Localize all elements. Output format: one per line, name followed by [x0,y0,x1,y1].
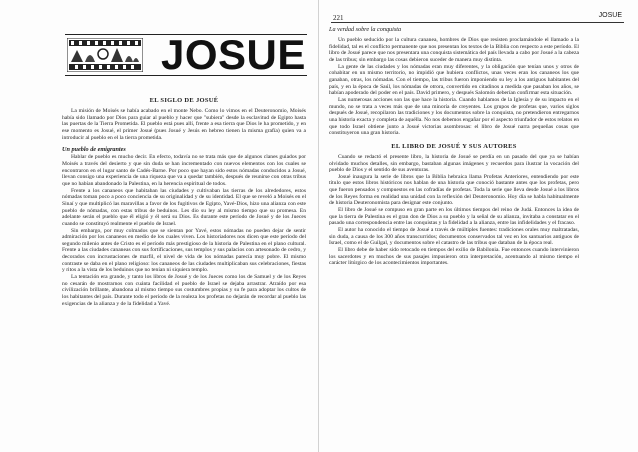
paragraph: El libro debe de haber sido retocado en tiempos del exilio de Babilonia. Fue entonces cuando intervinieron los sacerdotes y en muchos de sus pasajes impusieron otra interpretación, acentuando al mismo tiempo el carácter litúrgico de los acontecimientos importantes. [329,247,579,267]
paragraph: La gente de las ciudades y los nómadas eran muy diferentes, y la obligación que tenían unos y otros de cohabitar en un mismo territorio, no impidió que hubiera conflictos, unas veces eran los cananeos los que ganaban, otras, los nómadas. Con el tiempo, las tribus fueron imponiendo su ley a los antiguos habitantes del país, y en la época de Saúl, los nómadas de otrora, convertido en citadinos a medida que pasaban los años, se habían apoderado del poder en el país. David primero, y después Salomón deberían confirmar esta situación. [329,63,579,97]
paragraph: Frente a los cananeos que habitaban las ciudades y cultivaban las tierras de los alrededores, estos nómadas toman poco a poco conciencia de su originalidad y de su identidad. El que se reveló a Moisés en el Sinaí y que multiplicó las maravillas a favor de los fugitivos de Egipto, Yavé-Dios, hizo una alianza con este pueblo de nómadas, con estas tribus de beduinos. Les dio su ley al mismo tiempo que su promesa. En adelante serán el pueblo que él eligió y él será su Dios. Es durante este período de Josué y de los Jueces cuando se constituyó realmente el pueblo de Israel. [62,187,306,227]
intro-paragraph: La misión de Moisés se había acabado en el monte Nebo. Como lo vimos en el Deuteronomio, Moisés había sido llamado por Dios para guiar al pueblo y hacer que "subiera" desde la esclavitud de Egipto hasta las puertas de la Tierra Prometida. El pueblo está pues allí, frente a esa tierra que Dios le ha prometido, y en ese momento es Josué, el primer Josué (pues Josué y Jesús en hebreo tienen la misma grafía) quien va a introducir al pueblo en el la tierra prometida. [62,108,306,141]
paragraph: Josué inaugura la serie de libros que la Biblia hebraica llama Profetas Anteriores, entendiendo por este título que estos libros históricos nos hablan de una historia que conoció bastante antes que los profetas, pero que fueron pensados y compuestos en las cofradías de profetas. Toda la serie que lleva desde Josué a los libros de los Reyes forma en realidad una unidad con la reflexión del Deuteronomio. Hoy día se habla habitualmente de historia Deuteronomista para designar este conjunto. [329,173,579,207]
paragraph: Cuando se redactó el presente libro, la historia de Josué se perdía en un pasado del que ya se habían olvidado muchos detalles, sin embargo, bastaban algunas imágenes y recuerdos para ilustrar la vocación del pueblo de Dios y el sentido de sus aventuras. [329,153,579,174]
left-text-column [62,96,306,307]
paragraph: Sin embargo, por muy colmados que se sientan por Yavé, estos nómadas no pueden dejar de sentir admiración por los cananeos en medio de los cuales viven. Los historiadores nos dicen que este período del segundo milenio antes de Cristo es el período más prestigioso de la historia de Palestina en el plano cultural. Frente a las ciudades cananeas con sus fortificaciones, sus templos y sus palacios con artesonado de cedro, y decorados con incrustaciones de marfil, el nivel de vida de los nómadas parecía muy pobre. El mismo contraste se daba en el plano religioso: los cananeos de las ciudades multiplicaban sus celebraciones, fiestas y ritos a la vista de los beduinos que no tenían ni siquiera templo. [62,227,306,274]
right-text-column [329,37,579,267]
paragraph: Hablar de pueblo es mucho decir. En efecto, todavía no se trata más que de algunos clanes guiados por Moisés a través del desierto y que sin duda se han incrementado con nuevos elementos con los cuales se encontraron en el lugar santo de Cadés-Barne. Por poco que hayan sido estos nómadas conducidos a Josué, llevan consigo una experiencia de una riqueza que va a quedar también, después de reunirse con otras tribus que no habían abandonado la Palestina, en la herencia espiritual de todos. [62,154,306,187]
paragraph: El libro de Josué se compuso en gran parte en los últimos tiempos del reino de Judá. Entonces la idea de que la tierra de Palestina es el gran don de Dios a su pueblo y la señal de su alianza, invitaba a constatar en el pasado una correspondencia entre las conquistas y la fidelidad a la alianza, entre las infidelidades y el fracaso. [329,207,579,227]
paragraph: Un pueblo seducido por la cultura cananea, hombres de Dios que resisten proclamándole el llamado a la fidelidad, tal es el conflicto permanente que nos presentan los textos de la Biblia con respecto a este período. El libro de Josué parece que nos presentara una conquista sistemática del país llevada a cabo por Josué a la cabeza de las tribus; sin embargo las cosas debieron suceder de manera muy distinta. [329,37,579,63]
running-head: La verdad sobre la conquista [329,26,402,33]
subheading: Un pueblo de emigrantes [62,146,126,154]
header-rule [331,22,624,23]
right-page [319,0,638,452]
paragraph: El autor ha conocido el tiempo de Josué a través de múltiples fuentes: tradiciones orales muy maltratadas, sin duda, a causa de los 300 años transcurridos; documentos conservados tal vez en los santuarios antiguos de Israel, como el de Guilgal, y documentos sobre el catastro de las tribus que databan de la época real. [329,227,579,247]
chapter-title: JOSUE [161,31,306,78]
decorative-frieze-ornament [67,38,143,72]
section-heading: EL LIBRO DE JOSUÉ Y SUS AUTORES [391,142,517,150]
running-title: JOSUE [598,12,622,19]
page-number: 221 [333,14,344,22]
paragraph: La tentación era grande, y tanto los libros de Josué y de los Jueces como los de Samuel y de los Reyes no cesarán de mostrarnos con cuánta facilidad el pueblo de Israel se dejaba arrastrar. Atraído por esa civilización brillante, abandona al mismo tiempo sus costumbres propias y su fe para adoptar los cultos de los habitantes del país. Durante todo el período de la realeza los profetas no dejarán de recordar al pueblo las exigencias de la alianza y de la fidelidad a Yavé. [62,274,306,307]
section-heading: EL SIGLO DE JOSUÉ [149,97,219,104]
paragraph: Las numerosas acciones son las que hace la historia. Cuando hablamos de la Iglesia y de su impacto en el mundo, no se trata a veces más que de una minoría de creyentes. Los grupos de profetas que, varios siglos después de Josué, recopilaron las tradiciones y los documentos sobre la conquista, no pretendieron entregarnos una historia exacta y completa de aquélla. No nos debemos engañar por el aspecto triunfador de estos relatos en que todo Israel obtiene junto a Josué victorias asombrosas: el libro de Josué narra pequeñas cosas que constituyeron una gran historia. [329,96,579,137]
chapter-banner [65,31,307,78]
